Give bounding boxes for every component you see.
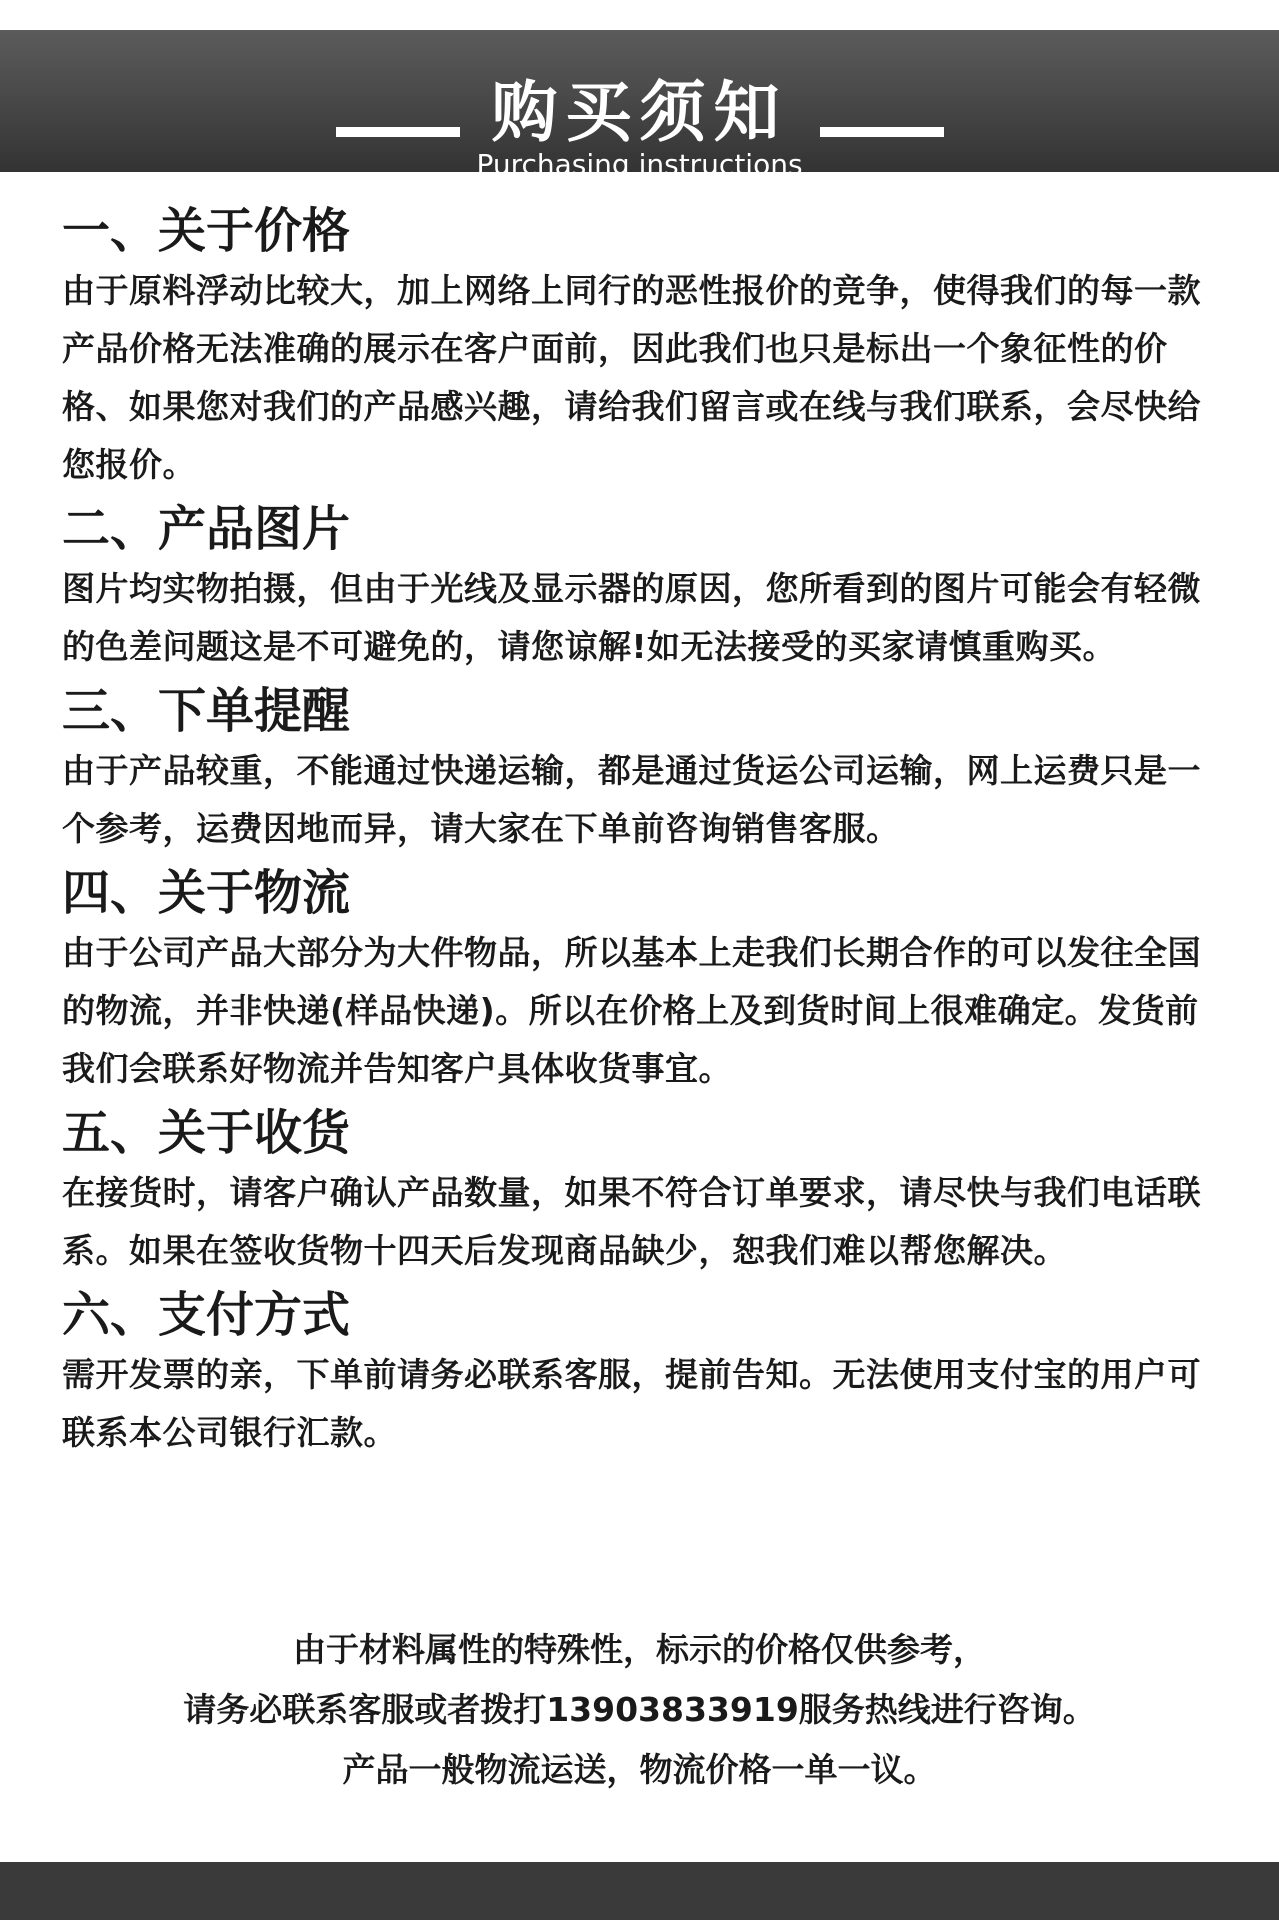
section-payment	[62, 1284, 1222, 1462]
notice-line-hotline: 请务必联系客服或者拨打13903833919服务热线进行咨询。	[183, 1690, 1096, 1729]
section-heading: 五、关于收货	[62, 1105, 351, 1161]
section-body: 由于产品较重，不能通过快递运输，都是通过货运公司运输，网上运费只是一个参考，运费因地而异，请大家在下单前咨询销售客服。	[62, 751, 1201, 848]
section-heading: 四、关于物流	[62, 865, 351, 921]
page-subtitle: Purchasing instructions	[476, 148, 803, 181]
section-body: 图片均实物拍摄，但由于光线及显示器的原因，您所看到的图片可能会有轻微的色差问题这是不可避免的，请您谅解!如无法接受的买家请慎重购买。	[62, 569, 1201, 666]
header-banner	[0, 30, 1279, 181]
section-heading: 一、关于价格	[62, 203, 351, 259]
notice-line: 由于材料属性的特殊性，标示的价格仅供参考，	[293, 1630, 986, 1669]
section-heading: 二、产品图片	[62, 501, 351, 557]
price-notice	[0, 1620, 1279, 1800]
section-body: 在接货时，请客户确认产品数量，如果不符合订单要求，请尽快与我们电话联系。如果在签收货物十四天后发现商品缺少，恕我们难以帮您解决。	[62, 1173, 1201, 1270]
section-logistics	[62, 862, 1222, 1098]
notice-line: 产品一般物流运送，物流价格一单一议。	[342, 1750, 937, 1789]
footer-bar	[0, 1862, 1279, 1920]
section-order-reminder	[62, 680, 1222, 858]
section-body: 需开发票的亲，下单前请务必联系客服，提前告知。无法使用支付宝的用户可联系本公司银行汇款。	[62, 1355, 1201, 1452]
section-product-images	[62, 498, 1222, 676]
section-body: 由于公司产品大部分为大件物品，所以基本上走我们长期合作的可以发往全国的物流，并非快递(样品快递)。所以在价格上及到货时间上很难确定。发货前我们会联系好物流并告知客户具体收货事宜。	[62, 933, 1201, 1088]
section-receiving	[62, 1102, 1222, 1280]
section-heading: 六、支付方式	[62, 1287, 351, 1343]
section-heading: 三、下单提醒	[62, 683, 351, 739]
section-price	[62, 200, 1222, 494]
section-body: 由于原料浮动比较大，加上网络上同行的恶性报价的竞争，使得我们的每一款产品价格无法准确的展示在客户面前，因此我们也只是标出一个象征性的价格、如果您对我们的产品感兴趣，请给我们留言或在线与我们联系，会尽快给您报价。	[62, 271, 1201, 484]
instructions-content	[62, 200, 1222, 1466]
page-title: 购买须知	[491, 74, 788, 151]
